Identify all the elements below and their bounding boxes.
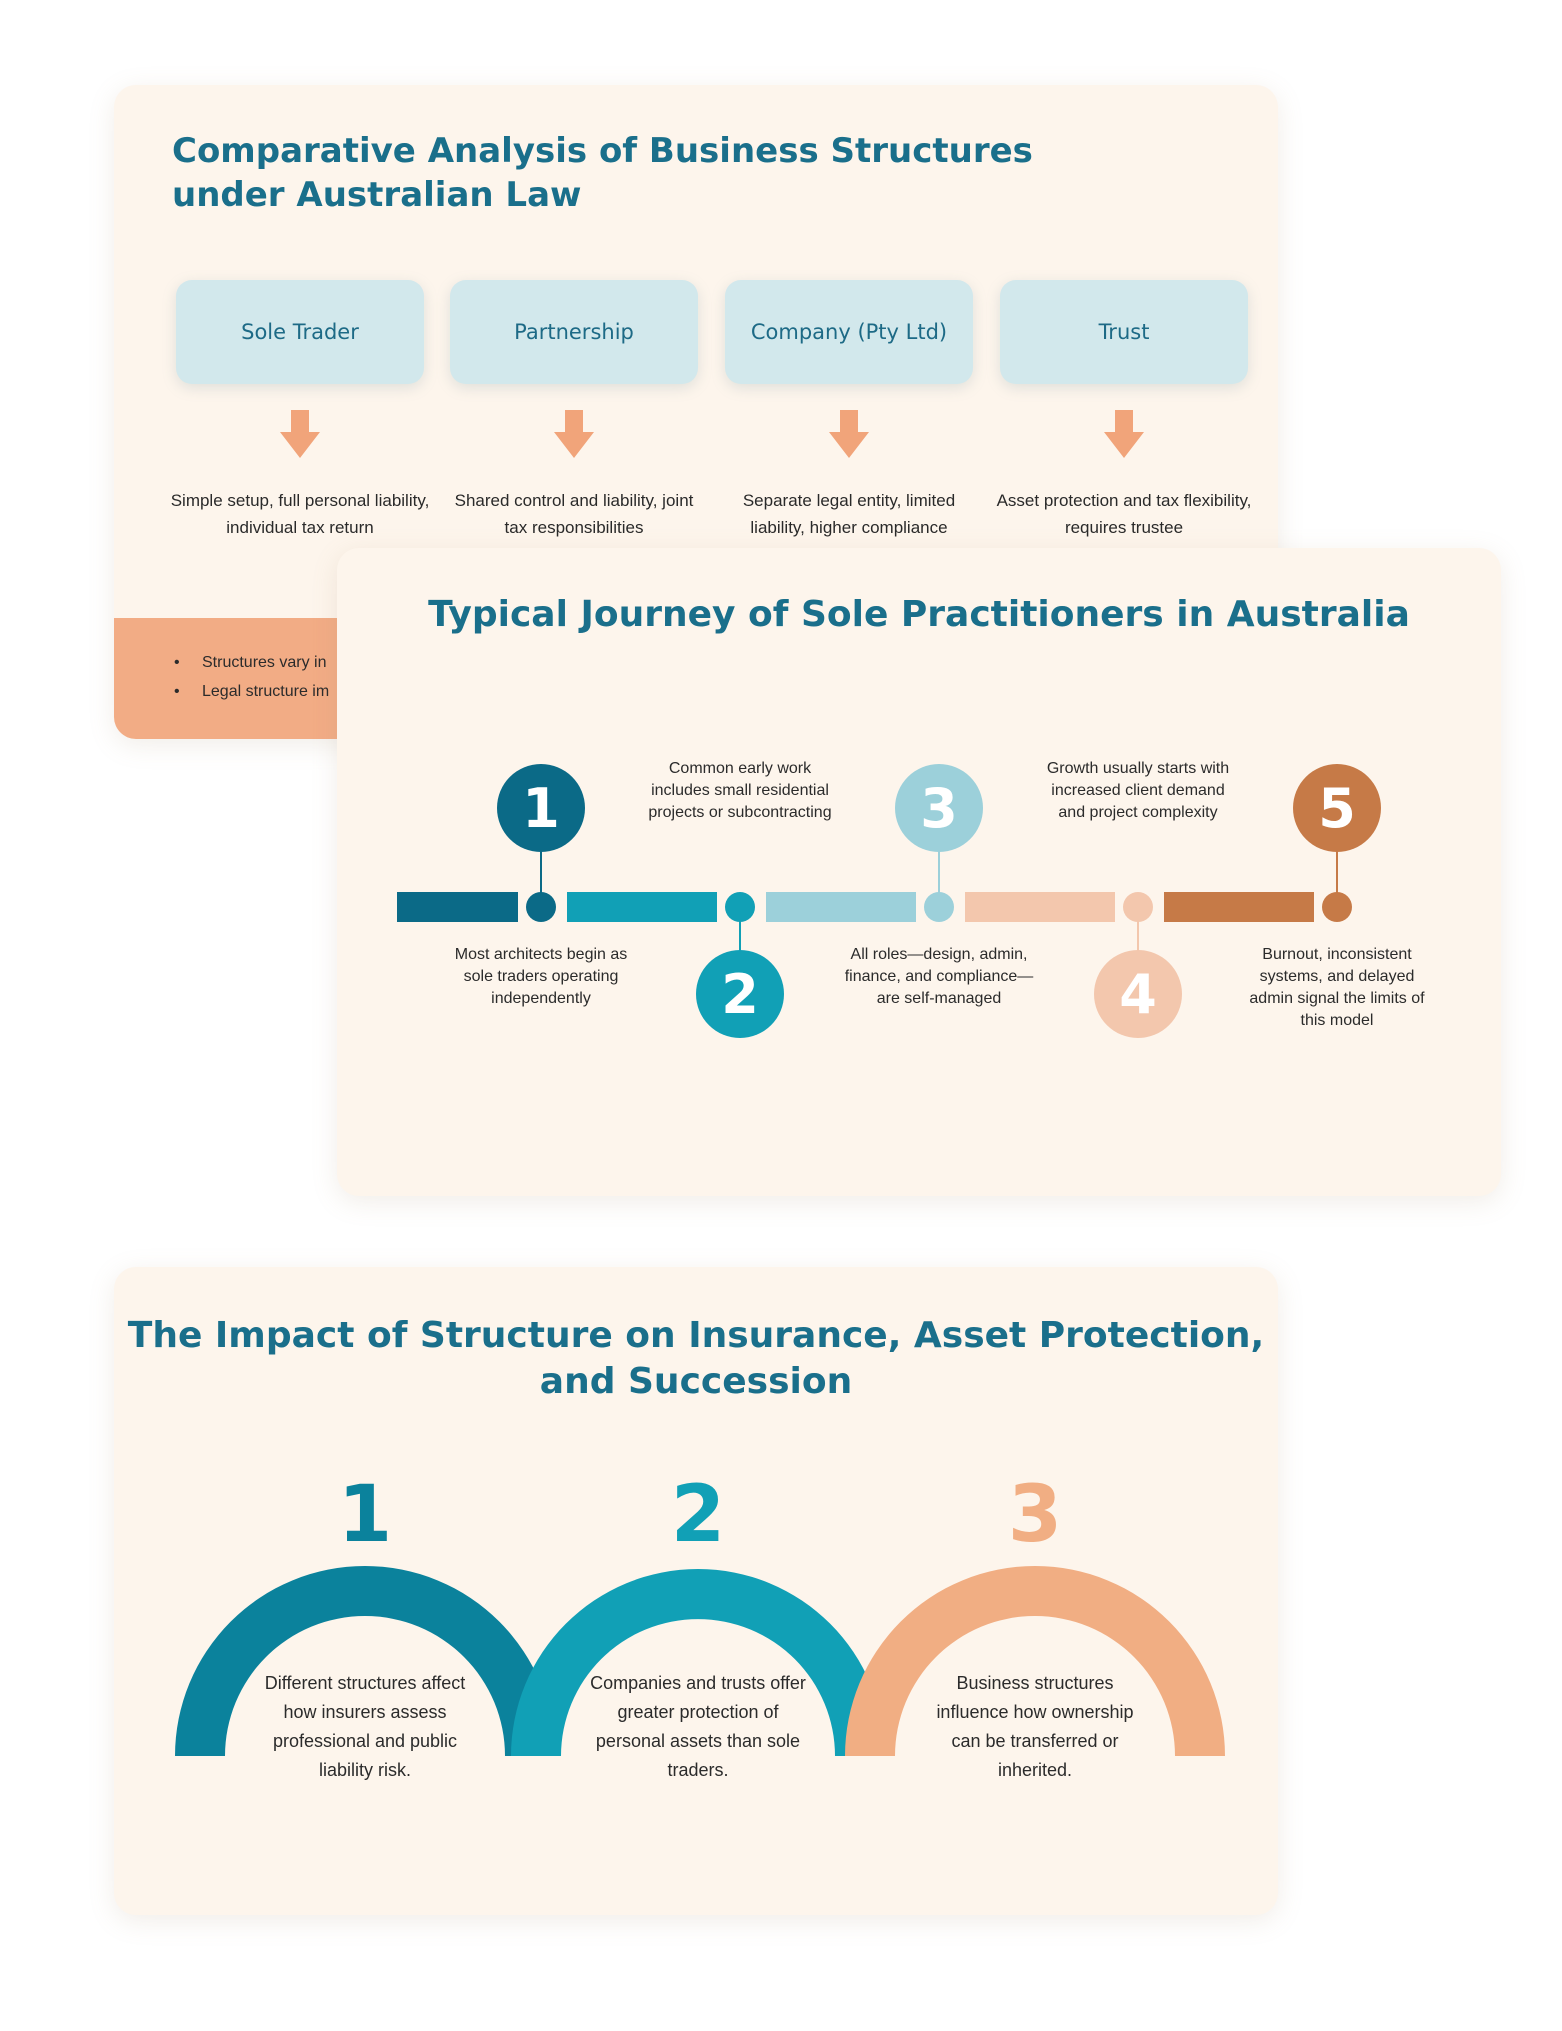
step-text-4: Growth usually starts with increased client demand and project complexity [1046, 760, 1230, 821]
arrow-down-icon [1104, 410, 1144, 460]
notes-panel [114, 618, 374, 739]
step-text-3: All roles—design, admin, finance, and compliance—are self-managed [844, 946, 1034, 1007]
step-number-4: 4 [1094, 950, 1182, 1038]
arrow-down-icon [554, 410, 594, 460]
impact-arcs [114, 1267, 1278, 1915]
structure-box-partnership: Partnership [450, 280, 698, 384]
impact-number-1: 1 [337, 1470, 393, 1560]
timeline-segment-3 [766, 892, 916, 922]
note-item: • Structures vary in [174, 648, 329, 677]
journey-slide [337, 548, 1501, 1196]
arrow-down-icon [280, 410, 320, 460]
impact-number-2: 2 [670, 1470, 726, 1560]
impact-title: The Impact of Structure on Insurance, Asset Protection, and Succession [127, 1315, 1265, 1403]
arrow-down-icon [829, 410, 869, 460]
notes-list [174, 648, 329, 706]
impact-text-3: Business structures influence how ownership can be transferred or inherited. [936, 1673, 1134, 1780]
impact-text-2: Companies and trusts offer greater protection of personal assets than sole traders. [590, 1673, 806, 1780]
structure-box-sole-trader: Sole Trader [176, 280, 424, 384]
structure-desc-trust: Asset protection and tax flexibility, requires trustee [996, 491, 1252, 537]
step-number-3: 3 [895, 764, 983, 852]
timeline-dot-2 [725, 892, 755, 922]
structure-box-company: Company (Pty Ltd) [725, 280, 973, 384]
step-number-1: 1 [497, 764, 585, 852]
structure-desc-partnership: Shared control and liability, joint tax responsibilities [454, 491, 694, 537]
timeline-dot-4 [1123, 892, 1153, 922]
structure-desc-company: Separate legal entity, limited liability, higher compliance [742, 491, 956, 537]
journey-title: Typical Journey of Sole Practitioners in Australia [428, 594, 1410, 635]
impact-number-3: 3 [1007, 1470, 1063, 1560]
timeline-dot-5 [1322, 892, 1352, 922]
step-text-2: Common early work includes small residential projects or subcontracting [648, 760, 832, 821]
step-text-1: Most architects begin as sole traders operating independently [454, 946, 628, 1007]
structure-box-trust: Trust [1000, 280, 1248, 384]
step-number-5: 5 [1293, 764, 1381, 852]
timeline-segment-1 [397, 892, 518, 922]
timeline-segment-5 [1164, 892, 1314, 922]
timeline-segment-4 [965, 892, 1115, 922]
structure-desc-sole-trader: Simple setup, full personal liability, individual tax return [170, 491, 430, 537]
impact-text-1: Different structures affect how insurers assess professional and public liability risk. [264, 1673, 466, 1780]
step-number-2: 2 [696, 950, 784, 1038]
structures-title: Comparative Analysis of Business Structures under Australian Law [172, 131, 1033, 215]
step-text-5: Burnout, inconsistent systems, and delayed admin signal the limits of this model [1249, 946, 1425, 1029]
timeline-dot-1 [526, 892, 556, 922]
timeline-dot-3 [924, 892, 954, 922]
note-item: • Legal structure im [174, 677, 329, 706]
timeline-segment-2 [567, 892, 717, 922]
impact-slide [114, 1267, 1278, 1915]
